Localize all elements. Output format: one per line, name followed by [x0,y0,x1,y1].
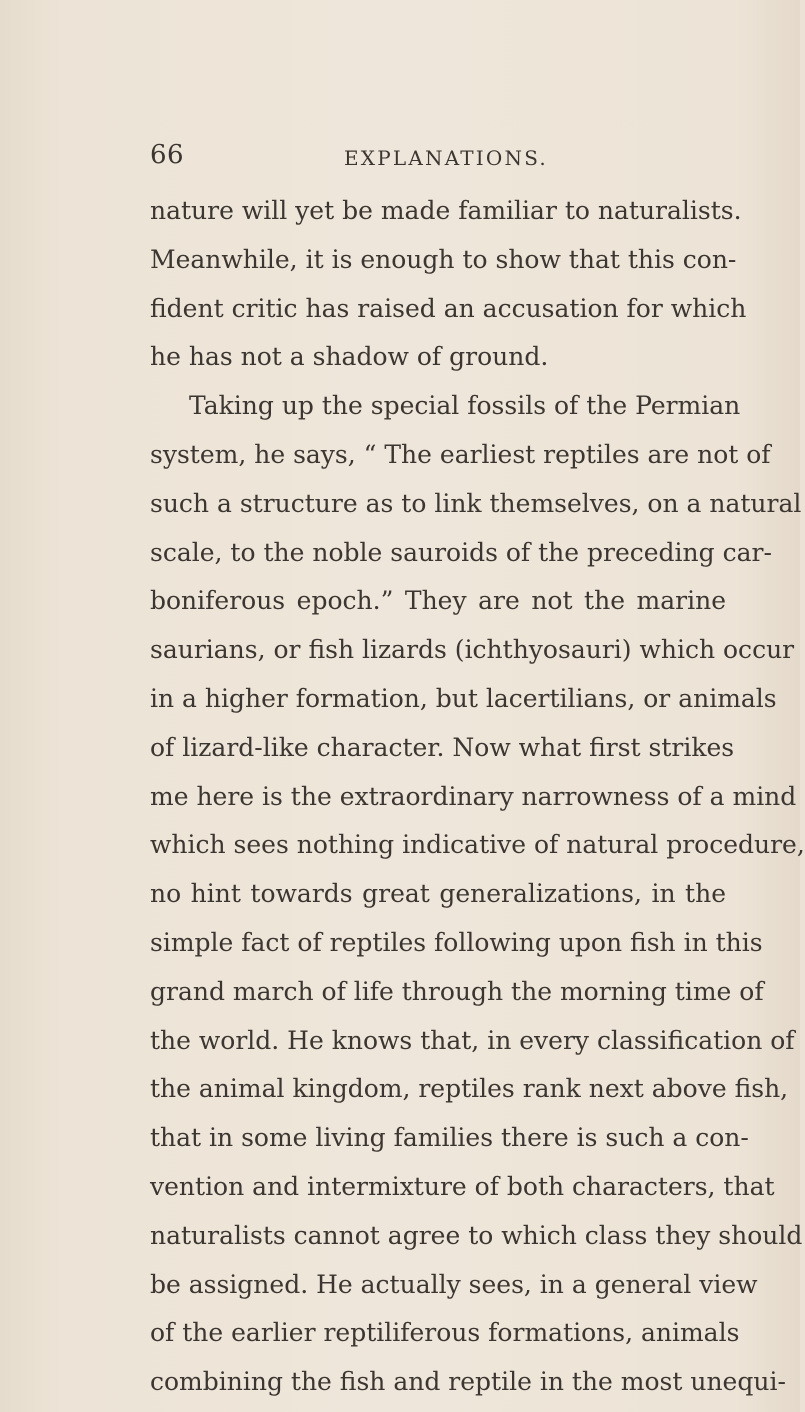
text-line: in a higher formation, but lacertilians, or animals [150,683,777,713]
text-line: he has not a shadow of ground. [150,342,549,372]
text-line: Taking up the special fossils of the Permian [189,391,741,421]
page-header [150,140,710,180]
text-line: naturalists cannot agree to which class they should [150,1220,803,1250]
text-line: grand march of life through the morning time of [150,976,764,1006]
text-line: nature will yet be made familiar to naturalists. [150,196,742,225]
text-line: which sees nothing indicative of natural procedure, [150,830,805,860]
text-line: no hint towards great generalizations, in the [150,879,726,909]
text-line: of the earlier reptiliferous formations, animals [150,1318,740,1348]
text-line: combining the fish and reptile in the most unequi- [150,1367,786,1397]
text-line: that in some living families there is such a con- [150,1123,749,1153]
running-head: EXPLANATIONS. [344,146,548,170]
text-line: vention and intermixture of both characters, that [150,1171,775,1201]
body-text [150,187,805,1407]
text-line: fident critic has raised an accusation for which [150,293,747,323]
text-line: of lizard-like character. Now what first strikes [150,732,735,762]
text-line: the world. He knows that, in every classification of [150,1025,795,1055]
page-number: 66 [150,140,185,170]
text-line: simple fact of reptiles following upon fish in this [150,927,763,957]
text-line: Meanwhile, it is enough to show that this con- [150,244,737,274]
text-line: me here is the extraordinary narrowness of a mind [150,781,797,811]
text-line: system, he says, “ The earliest reptiles are not of [150,439,771,469]
text-line: such a structure as to link themselves, on a natural [150,488,802,518]
text-line: scale, to the noble sauroids of the preceding car- [150,537,772,567]
text-line: saurians, or fish lizards (ichthyosauri) which occur [150,635,795,665]
text-line: boniferous epoch.” They are not the marine [150,586,726,616]
text-line: be assigned. He actually sees, in a general view [150,1269,758,1299]
text-line: the animal kingdom, reptiles rank next above fish, [150,1074,789,1104]
